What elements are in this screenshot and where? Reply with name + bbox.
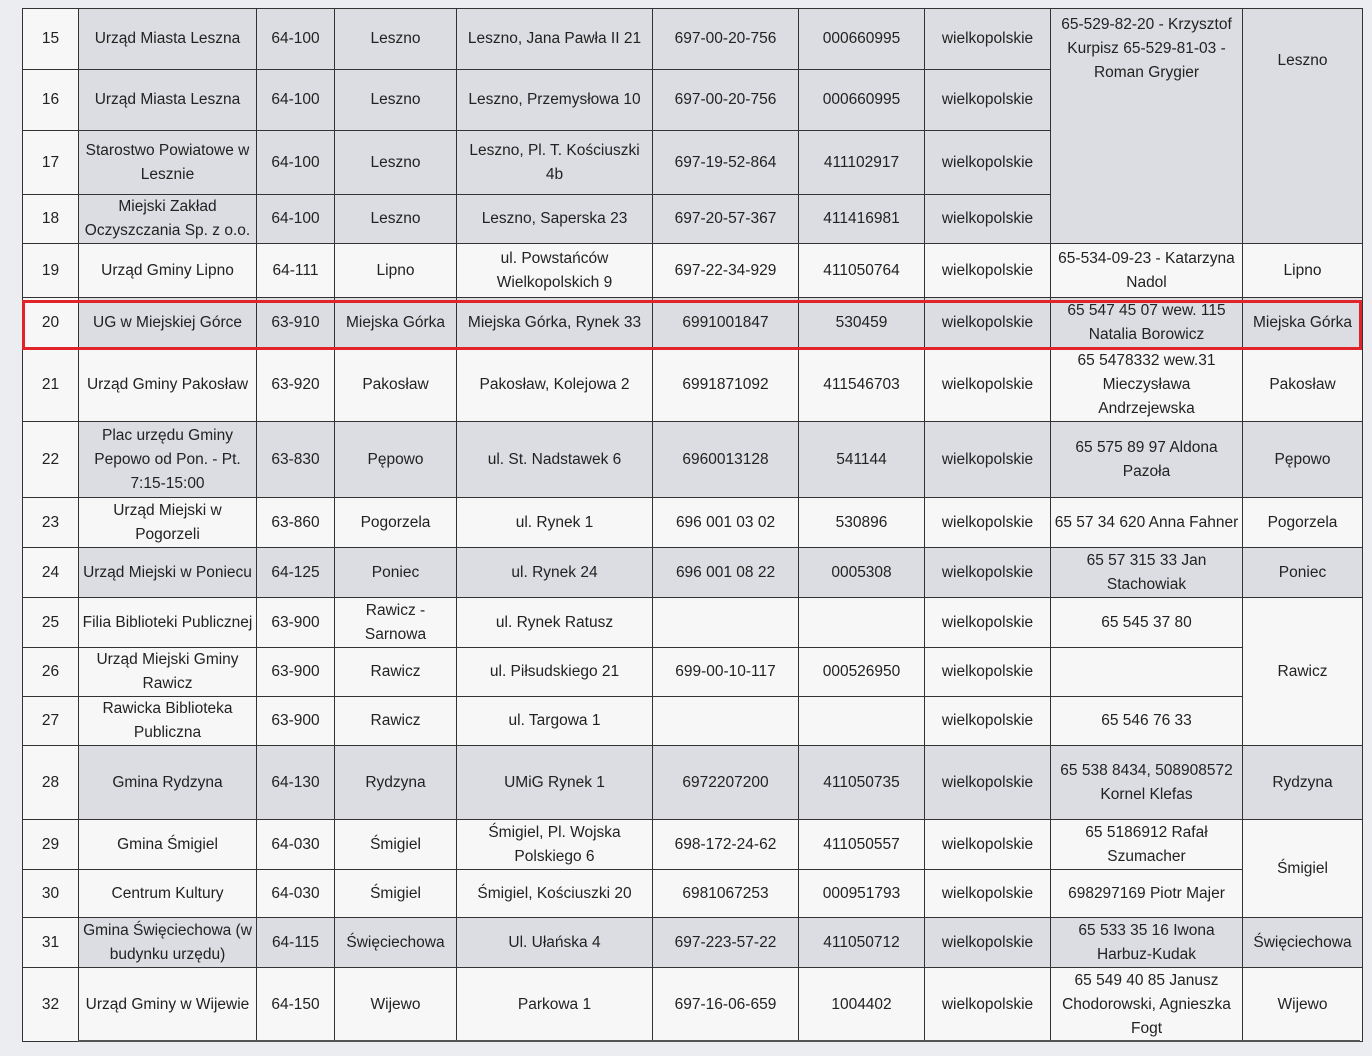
city: Rydzyna [335,746,457,820]
table-row [23,498,1363,548]
commune: Pakosław [1243,348,1363,422]
address: Leszno, Pl. T. Kościuszki 4b [457,131,653,195]
address: Leszno, Saperska 23 [457,195,653,244]
contact-person: 65 5478332 wew.31 Mieczysława Andrzejewska [1051,348,1243,422]
postal-code: 63-900 [257,598,335,648]
regon: 411416981 [799,195,925,244]
table-row [23,548,1363,598]
commune: Leszno [1243,9,1363,244]
nip: 697-19-52-864 [653,131,799,195]
row-number: 32 [23,968,79,1042]
nip: 697-00-20-756 [653,70,799,131]
institution-name: Urząd Gminy Lipno [79,244,257,298]
voivodeship: wielkopolskie [925,498,1051,548]
nip: 697-22-34-929 [653,244,799,298]
row-number: 21 [23,348,79,422]
table-row [23,422,1363,498]
postal-code: 63-830 [257,422,335,498]
row-number: 16 [23,70,79,131]
voivodeship: wielkopolskie [925,697,1051,746]
address: Pakosław, Kolejowa 2 [457,348,653,422]
address: Miejska Górka, Rynek 33 [457,298,653,348]
commune: Lipno [1243,244,1363,298]
city: Śmigiel [335,870,457,918]
table-row [23,598,1363,648]
postal-code: 64-150 [257,968,335,1042]
regon: 000660995 [799,9,925,70]
row-number: 26 [23,648,79,697]
contact-person: 65 549 40 85 Janusz Chodorowski, Agnieszka Fogt [1051,968,1243,1042]
institution-name: Filia Biblioteki Publicznej [79,598,257,648]
city: Pakosław [335,348,457,422]
commune: Wijewo [1243,968,1363,1042]
row-number: 31 [23,918,79,968]
city: Święciechowa [335,918,457,968]
voivodeship: wielkopolskie [925,70,1051,131]
table-row [23,968,1363,1042]
city: Pępowo [335,422,457,498]
contact-person: 65 533 35 16 Iwona Harbuz-Kudak [1051,918,1243,968]
contact-person: 698297169 Piotr Majer [1051,870,1243,918]
nip: 697-20-57-367 [653,195,799,244]
address: ul. Targowa 1 [457,697,653,746]
regon: 411050735 [799,746,925,820]
contact-person: 65-529-82-20 - Krzysztof Kurpisz 65-529-81-03 - Roman Grygier [1051,9,1243,244]
row-number: 23 [23,498,79,548]
institution-name: UG w Miejskiej Górce [79,298,257,348]
row-number: 28 [23,746,79,820]
nip: 697-16-06-659 [653,968,799,1042]
institution-name: Urząd Miejski Gminy Rawicz [79,648,257,697]
table-row-highlighted [23,298,1363,348]
postal-code: 63-910 [257,298,335,348]
regon: 411050764 [799,244,925,298]
address: ul. St. Nadstawek 6 [457,422,653,498]
contact-person: 65 545 37 80 [1051,598,1243,648]
regon: 411102917 [799,131,925,195]
voivodeship: wielkopolskie [925,968,1051,1042]
postal-code: 64-100 [257,195,335,244]
row-number: 27 [23,697,79,746]
regon: 1004402 [799,968,925,1042]
institution-name: Urząd Miejski w Poniecu [79,548,257,598]
voivodeship: wielkopolskie [925,548,1051,598]
regon: 000660995 [799,70,925,131]
city: Rawicz [335,648,457,697]
commune: Miejska Górka [1243,298,1363,348]
nip: 697-223-57-22 [653,918,799,968]
regon: 0005308 [799,548,925,598]
page-bottom-rule [78,1040,1360,1042]
address: ul. Rynek 24 [457,548,653,598]
address: ul. Powstańców Wielkopolskich 9 [457,244,653,298]
commune: Rydzyna [1243,746,1363,820]
regon: 411050557 [799,820,925,870]
institution-name: Gmina Rydzyna [79,746,257,820]
institution-name: Gmina Święciechowa (w budynku urzędu) [79,918,257,968]
institution-name: Urząd Gminy Pakosław [79,348,257,422]
institution-name: Miejski Zakład Oczyszczania Sp. z o.o. [79,195,257,244]
row-number: 18 [23,195,79,244]
address: Parkowa 1 [457,968,653,1042]
regon: 530459 [799,298,925,348]
contact-person: 65 57 315 33 Jan Stachowiak [1051,548,1243,598]
contact-person: 65 57 34 620 Anna Fahner [1051,498,1243,548]
institution-name: Urząd Miasta Leszna [79,9,257,70]
address: Leszno, Jana Pawła II 21 [457,9,653,70]
row-number: 25 [23,598,79,648]
contact-person: 65 547 45 07 wew. 115 Natalia Borowicz [1051,298,1243,348]
postal-code: 64-111 [257,244,335,298]
postal-code: 64-100 [257,9,335,70]
regon: 541144 [799,422,925,498]
nip [653,598,799,648]
nip: 696 001 08 22 [653,548,799,598]
institution-name: Starostwo Powiatowe w Lesznie [79,131,257,195]
regon: 000526950 [799,648,925,697]
contact-person: 65-534-09-23 - Katarzyna Nadol [1051,244,1243,298]
city: Rawicz - Sarnowa [335,598,457,648]
voivodeship: wielkopolskie [925,648,1051,697]
voivodeship: wielkopolskie [925,870,1051,918]
postal-code: 64-125 [257,548,335,598]
table-row [23,648,1363,697]
voivodeship: wielkopolskie [925,348,1051,422]
city: Poniec [335,548,457,598]
regon [799,697,925,746]
contact-person: 65 538 8434, 508908572 Kornel Klefas [1051,746,1243,820]
table-row [23,348,1363,422]
address: ul. Piłsudskiego 21 [457,648,653,697]
contact-person: 65 5186912 Rafał Szumacher [1051,820,1243,870]
table-row [23,244,1363,298]
nip: 6960013128 [653,422,799,498]
address: ul. Rynek 1 [457,498,653,548]
voivodeship: wielkopolskie [925,244,1051,298]
institution-name: Plac urzędu Gminy Pepowo od Pon. - Pt. 7:15-15:00 [79,422,257,498]
voivodeship: wielkopolskie [925,195,1051,244]
nip: 699-00-10-117 [653,648,799,697]
voivodeship: wielkopolskie [925,131,1051,195]
nip: 697-00-20-756 [653,9,799,70]
institution-name: Urząd Miejski w Pogorzeli [79,498,257,548]
nip: 6981067253 [653,870,799,918]
commune: Święciechowa [1243,918,1363,968]
nip [653,697,799,746]
address: Śmigiel, Kościuszki 20 [457,870,653,918]
city: Śmigiel [335,820,457,870]
voivodeship: wielkopolskie [925,820,1051,870]
city: Wijewo [335,968,457,1042]
nip: 696 001 03 02 [653,498,799,548]
nip: 6972207200 [653,746,799,820]
regon: 000951793 [799,870,925,918]
postal-code: 64-100 [257,70,335,131]
address: Śmigiel, Pl. Wojska Polskiego 6 [457,820,653,870]
document-page [22,8,1362,1038]
postal-code: 64-100 [257,131,335,195]
contact-table [22,8,1363,1042]
regon: 411546703 [799,348,925,422]
institution-name: Centrum Kultury [79,870,257,918]
city: Leszno [335,9,457,70]
city: Rawicz [335,697,457,746]
row-number: 15 [23,9,79,70]
address: Ul. Ułańska 4 [457,918,653,968]
regon: 411050712 [799,918,925,968]
address: ul. Rynek Ratusz [457,598,653,648]
contact-person: 65 546 76 33 [1051,697,1243,746]
postal-code: 64-115 [257,918,335,968]
postal-code: 63-920 [257,348,335,422]
voivodeship: wielkopolskie [925,598,1051,648]
row-number: 19 [23,244,79,298]
commune: Poniec [1243,548,1363,598]
table-row [23,697,1363,746]
commune: Śmigiel [1243,820,1363,918]
city: Pogorzela [335,498,457,548]
commune: Rawicz [1243,598,1363,746]
commune: Pogorzela [1243,498,1363,548]
postal-code: 64-030 [257,820,335,870]
table-row [23,820,1363,870]
row-number: 17 [23,131,79,195]
city: Miejska Górka [335,298,457,348]
postal-code: 63-860 [257,498,335,548]
table-row [23,746,1363,820]
regon [799,598,925,648]
nip: 6991001847 [653,298,799,348]
contact-person [1051,648,1243,697]
voivodeship: wielkopolskie [925,918,1051,968]
row-number: 29 [23,820,79,870]
nip: 6991871092 [653,348,799,422]
institution-name: Rawicka Biblioteka Publiczna [79,697,257,746]
table-row [23,918,1363,968]
postal-code: 64-030 [257,870,335,918]
regon: 530896 [799,498,925,548]
commune: Pępowo [1243,422,1363,498]
city: Lipno [335,244,457,298]
voivodeship: wielkopolskie [925,422,1051,498]
row-number: 20 [23,298,79,348]
voivodeship: wielkopolskie [925,9,1051,70]
city: Leszno [335,195,457,244]
institution-name: Gmina Śmigiel [79,820,257,870]
voivodeship: wielkopolskie [925,298,1051,348]
address: UMiG Rynek 1 [457,746,653,820]
postal-code: 64-130 [257,746,335,820]
institution-name: Urząd Gminy w Wijewie [79,968,257,1042]
table-row [23,9,1363,70]
postal-code: 63-900 [257,648,335,697]
table-row [23,870,1363,918]
row-number: 24 [23,548,79,598]
postal-code: 63-900 [257,697,335,746]
voivodeship: wielkopolskie [925,746,1051,820]
nip: 698-172-24-62 [653,820,799,870]
row-number: 22 [23,422,79,498]
city: Leszno [335,131,457,195]
contact-person: 65 575 89 97 Aldona Pazoła [1051,422,1243,498]
institution-name: Urząd Miasta Leszna [79,70,257,131]
row-number: 30 [23,870,79,918]
address: Leszno, Przemysłowa 10 [457,70,653,131]
city: Leszno [335,70,457,131]
